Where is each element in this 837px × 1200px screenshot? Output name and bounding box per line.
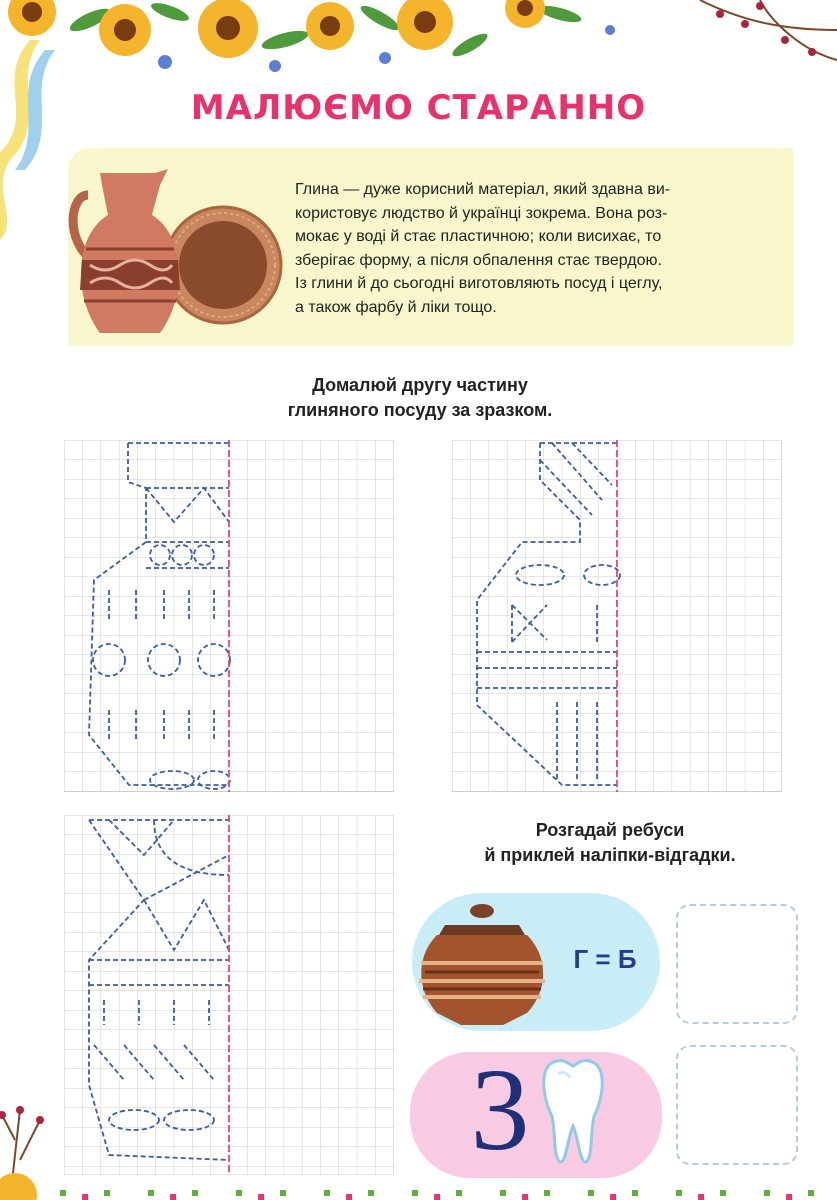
sticker-slot-1[interactable] [676,904,798,1024]
page-title: МАЛЮЄМО СТАРАННО [190,88,647,128]
flower-decoration-top [0,0,837,80]
drawing-grid-vase[interactable] [64,815,394,1175]
instruction-rebus: Розгадай ребуси й приклей наліпки-відгадки. [484,820,736,865]
tooth-icon [538,1056,608,1166]
flower-decoration-bottom [0,1100,60,1200]
sticker-slot-2[interactable] [676,1045,798,1165]
ribbon-decoration [0,40,60,240]
clay-jug-icon [73,169,180,333]
berry-branch-icon [700,0,837,60]
clay-pot-icon [415,893,550,1033]
instruction-draw: Домалюй другу частину глиняного посуду за зразком. [287,375,553,420]
drawing-grid-jug[interactable] [64,440,394,792]
embroidery-border [60,1186,837,1200]
clay-jug-illustration [60,165,285,345]
rebus-formula: Г = Б [573,944,637,974]
rebus-digit: 3 [470,1044,530,1175]
info-text: Глина — дуже корисний матеріал, який здавна ви- користовує людство й українці зокрема. Вона роз- мокає у воді й стає пластичною; коли висихає, то зберігає форму, а після обпалення стає твердою. Із глини й до сьогодні виготовляють посуд і цеглу, а також фарбу й ліки тощо. [295,181,671,316]
drawing-grid-bottle[interactable] [452,440,782,792]
sunflower-icon [0,1173,37,1200]
